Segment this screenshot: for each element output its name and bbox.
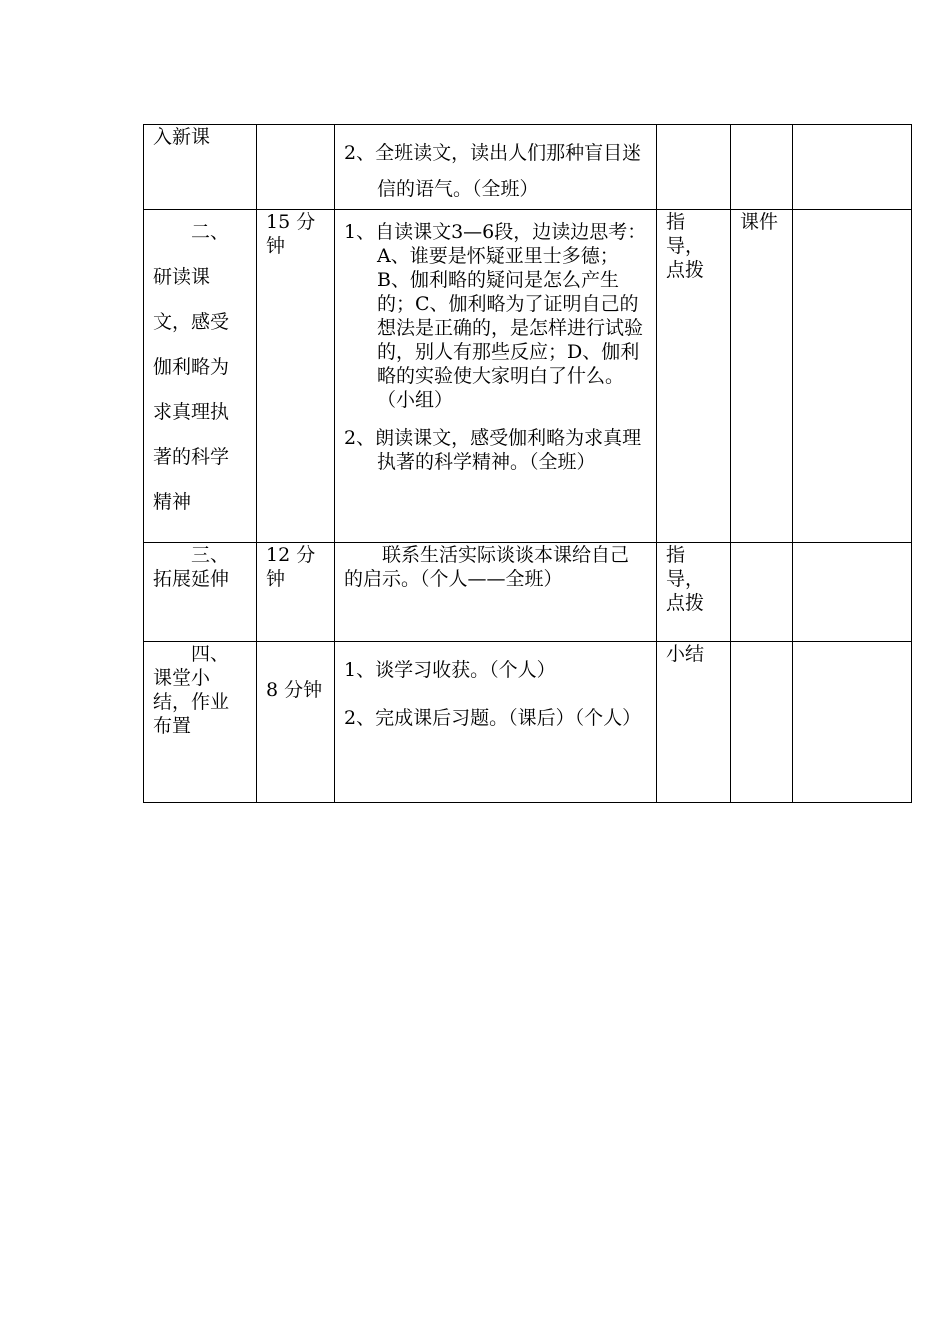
table-row <box>144 125 912 210</box>
content-cell <box>335 210 657 543</box>
content-cell <box>335 125 657 210</box>
time-text: 8 分钟 <box>266 679 323 701</box>
content-cell <box>335 543 657 642</box>
note-cell <box>793 642 912 803</box>
content-item: 联系生活实际谈谈本课给自己的启示。（个人——全班） <box>344 544 630 590</box>
note-cell <box>793 125 912 210</box>
method-cell <box>657 543 731 642</box>
lesson-plan-table <box>143 124 912 803</box>
note-cell <box>793 210 912 543</box>
time-cell <box>257 125 335 210</box>
stage-text: 入新课 <box>153 126 211 148</box>
content-item: 2、完成课后习题。（课后）（个人） <box>344 707 642 729</box>
content-item: 1、自读课文3—6段，边读边思考：A、谁要是怀疑亚里士多德；B、伽利略的疑问是怎么产生的；C、伽利略为了证明自己的想法是正确的，是怎样进行试验的，别人有那些反应；D、伽利略的实验使大家明白了什么。（小组） <box>344 221 647 411</box>
note-cell <box>793 543 912 642</box>
stage-cell <box>144 125 257 210</box>
time-text: 15 分钟 <box>266 211 316 257</box>
stage-text: 四、课堂小结，作业布置 <box>153 643 230 737</box>
table-row <box>144 543 912 642</box>
method-cell <box>657 125 731 210</box>
media-cell <box>731 125 793 210</box>
media-cell <box>731 642 793 803</box>
time-cell <box>257 642 335 803</box>
media-text: 课件 <box>740 211 779 233</box>
stage-cell <box>144 642 257 803</box>
table-row <box>144 210 912 543</box>
content-item: 1、谈学习收获。（个人） <box>344 659 556 681</box>
stage-cell <box>144 543 257 642</box>
time-cell <box>257 543 335 642</box>
time-cell <box>257 210 335 543</box>
method-cell <box>657 210 731 543</box>
content-item: 2、全班读文，读出人们那种盲目迷信的语气。（全班） <box>344 142 642 200</box>
table-row <box>144 642 912 803</box>
method-text: 指导，点拨 <box>666 544 705 614</box>
media-cell <box>731 543 793 642</box>
content-cell <box>335 642 657 803</box>
media-cell <box>731 210 793 543</box>
time-text: 12 分钟 <box>266 544 316 590</box>
stage-text: 二、研读课文，感受伽利略为求真理执著的科学精神 <box>153 221 230 513</box>
stage-cell <box>144 210 257 543</box>
method-cell <box>657 642 731 803</box>
content-item: 2、朗读课文，感受伽利略为求真理执著的科学精神。（全班） <box>344 427 642 473</box>
method-text: 小结 <box>666 643 705 665</box>
stage-text: 三、拓展延伸 <box>153 544 230 590</box>
method-text: 指导，点拨 <box>666 211 705 281</box>
